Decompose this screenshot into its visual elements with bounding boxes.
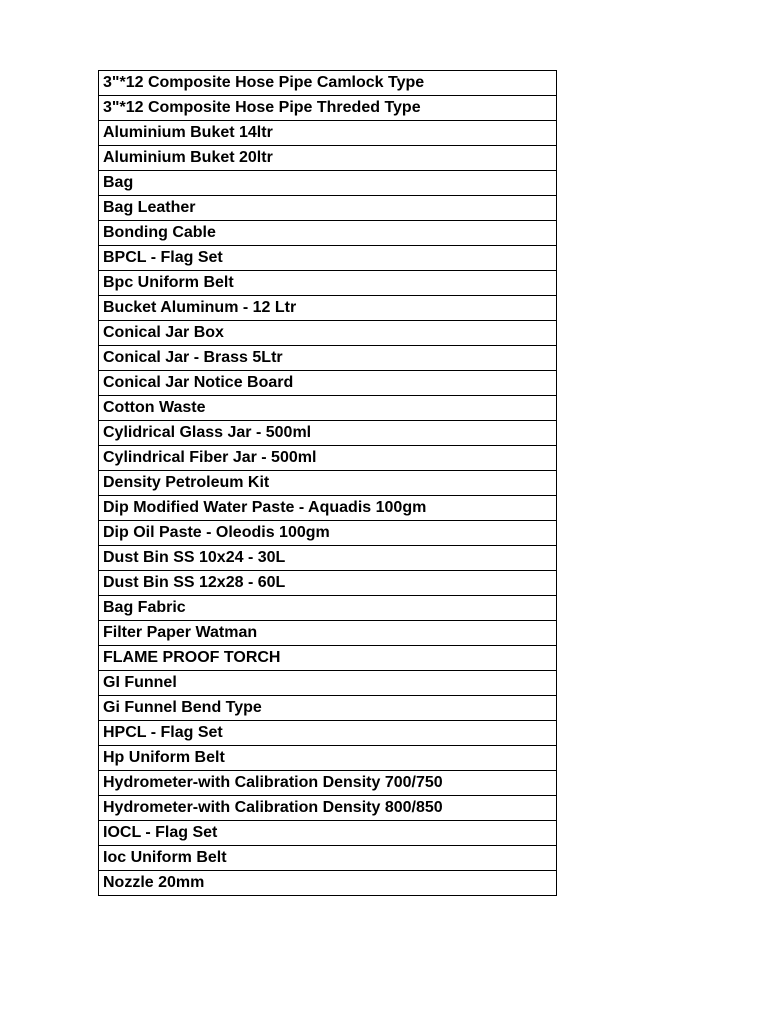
item-cell: 3"*12 Composite Hose Pipe Camlock Type <box>99 71 557 96</box>
item-cell: Bag <box>99 171 557 196</box>
item-cell: Dip Oil Paste - Oleodis 100gm <box>99 521 557 546</box>
item-cell: Conical Jar Box <box>99 321 557 346</box>
table-row <box>99 571 557 596</box>
item-cell: Bonding Cable <box>99 221 557 246</box>
table-row <box>99 596 557 621</box>
item-cell: Dust Bin SS 12x28 - 60L <box>99 571 557 596</box>
item-cell: Bpc Uniform Belt <box>99 271 557 296</box>
item-cell: FLAME PROOF TORCH <box>99 646 557 671</box>
table-row <box>99 121 557 146</box>
table-row <box>99 646 557 671</box>
item-cell: Gi Funnel Bend Type <box>99 696 557 721</box>
item-cell: Conical Jar - Brass 5Ltr <box>99 346 557 371</box>
item-cell: 3"*12 Composite Hose Pipe Threded Type <box>99 96 557 121</box>
item-cell: Dip Modified Water Paste - Aquadis 100gm <box>99 496 557 521</box>
table-row <box>99 321 557 346</box>
item-cell: Hp Uniform Belt <box>99 746 557 771</box>
table-row <box>99 396 557 421</box>
table-row <box>99 246 557 271</box>
table-row <box>99 671 557 696</box>
table-row <box>99 146 557 171</box>
item-cell: BPCL - Flag Set <box>99 246 557 271</box>
item-cell: Hydrometer-with Calibration Density 700/750 <box>99 771 557 796</box>
table-row <box>99 196 557 221</box>
table-row <box>99 796 557 821</box>
item-cell: Aluminium Buket 20ltr <box>99 146 557 171</box>
table-row <box>99 371 557 396</box>
item-cell: HPCL - Flag Set <box>99 721 557 746</box>
table-row <box>99 471 557 496</box>
item-cell: Cylidrical Glass Jar - 500ml <box>99 421 557 446</box>
table-row <box>99 446 557 471</box>
item-cell: Bag Leather <box>99 196 557 221</box>
item-cell: Conical Jar Notice Board <box>99 371 557 396</box>
table-row <box>99 296 557 321</box>
item-cell: Hydrometer-with Calibration Density 800/850 <box>99 796 557 821</box>
item-cell: Cotton Waste <box>99 396 557 421</box>
table-row <box>99 871 557 896</box>
item-table <box>98 70 557 896</box>
table-row <box>99 721 557 746</box>
item-list-sheet <box>98 70 557 896</box>
table-row <box>99 771 557 796</box>
item-cell: Density Petroleum Kit <box>99 471 557 496</box>
item-cell: IOCL - Flag Set <box>99 821 557 846</box>
item-cell: Aluminium Buket 14ltr <box>99 121 557 146</box>
table-row <box>99 346 557 371</box>
table-row <box>99 421 557 446</box>
table-row <box>99 496 557 521</box>
table-row <box>99 696 557 721</box>
item-cell: GI Funnel <box>99 671 557 696</box>
table-row <box>99 546 557 571</box>
item-cell: Dust Bin SS 10x24 - 30L <box>99 546 557 571</box>
item-cell: Bag Fabric <box>99 596 557 621</box>
table-row <box>99 221 557 246</box>
table-row <box>99 171 557 196</box>
table-row <box>99 621 557 646</box>
item-cell: Ioc Uniform Belt <box>99 846 557 871</box>
table-row <box>99 521 557 546</box>
item-cell: Nozzle 20mm <box>99 871 557 896</box>
table-row <box>99 846 557 871</box>
item-cell: Filter Paper Watman <box>99 621 557 646</box>
table-row <box>99 746 557 771</box>
table-row <box>99 71 557 96</box>
item-cell: Cylindrical Fiber Jar - 500ml <box>99 446 557 471</box>
table-row <box>99 821 557 846</box>
table-row <box>99 96 557 121</box>
item-cell: Bucket Aluminum - 12 Ltr <box>99 296 557 321</box>
table-row <box>99 271 557 296</box>
